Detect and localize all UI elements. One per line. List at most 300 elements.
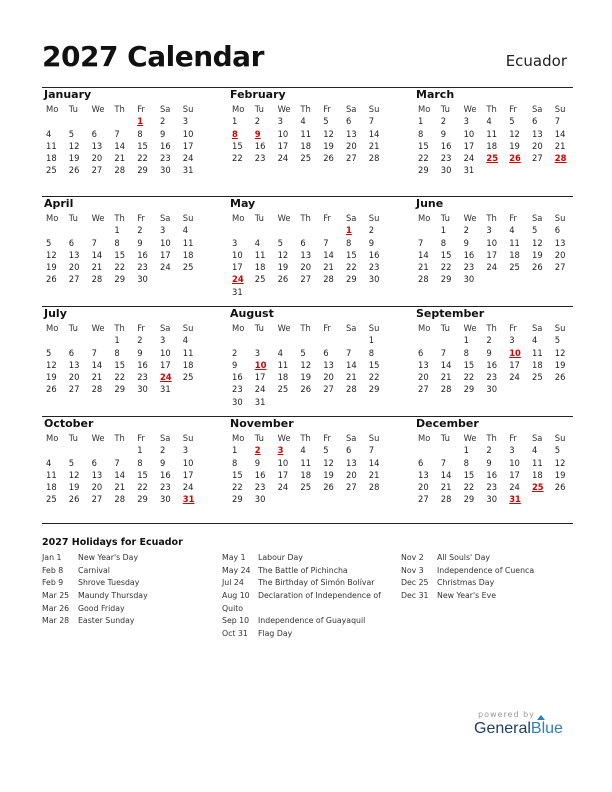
day-cell: 29 — [418, 165, 429, 176]
day-cell: 2 — [254, 116, 261, 127]
weekday-header: Tu — [68, 433, 78, 443]
day-cell: 25 — [300, 153, 312, 164]
day-cell: 20 — [300, 262, 312, 273]
weekday-header: We — [91, 104, 105, 114]
day-cell: 30 — [368, 274, 380, 285]
weekday-header: Fr — [137, 104, 145, 114]
month-name: October — [44, 417, 94, 430]
weekday-header: We — [277, 104, 291, 114]
day-cell: 31 — [159, 384, 171, 395]
holiday-name: Independence of Cuenca — [437, 565, 535, 575]
day-cell: 24 — [277, 153, 289, 164]
day-cell: 4 — [531, 335, 538, 346]
holiday-date: Feb 8 — [42, 565, 64, 575]
day-cell: 25 — [300, 482, 312, 493]
day-cell: 9 — [486, 457, 492, 468]
day-cell: 26 — [300, 384, 312, 395]
holiday-name: Christmas Day — [437, 578, 495, 588]
day-cell: 11 — [300, 128, 312, 139]
day-cell: 20 — [68, 262, 80, 273]
month-name: September — [416, 307, 485, 320]
month-grid — [228, 212, 388, 298]
holiday-item — [42, 552, 148, 565]
day-cell: 11 — [182, 347, 194, 358]
day-cell: 28 — [114, 165, 126, 176]
weekday-header: Fr — [509, 104, 517, 114]
day-cell: 12 — [323, 457, 334, 468]
country-name: Ecuador — [505, 52, 567, 70]
weekday-header: Th — [300, 104, 311, 114]
day-cell: 28 — [114, 494, 126, 505]
empty-day-cell — [228, 334, 251, 346]
month-february — [228, 88, 388, 164]
weekday-header: Sa — [159, 323, 171, 333]
day-cell: 24 — [277, 482, 289, 493]
day-cell: 1 — [463, 445, 469, 456]
holiday-name: Flag Day — [258, 629, 293, 639]
day-cell: 29 — [114, 274, 126, 285]
month-march — [414, 88, 574, 177]
day-cell: 3 — [159, 225, 166, 236]
weekday-header: Fr — [509, 213, 517, 223]
day-cell: 6 — [418, 457, 424, 468]
day-cell: 21 — [114, 153, 126, 164]
weekday-header: Tu — [68, 323, 78, 333]
day-cell: 29 — [232, 494, 243, 505]
day-cell: 13 — [418, 469, 429, 480]
holiday-name: Shrove Tuesday — [78, 578, 140, 588]
weekday-header: We — [463, 213, 477, 223]
day-cell: 27 — [323, 384, 334, 395]
day-cell: 1 — [418, 116, 424, 127]
day-cell: 19 — [323, 469, 334, 480]
day-cell: 17 — [509, 469, 520, 480]
month-name: August — [230, 307, 274, 320]
day-cell: 19 — [68, 482, 80, 493]
day-cell: 4 — [182, 225, 189, 236]
day-cell: 9 — [159, 457, 166, 468]
day-cell: 29 — [137, 494, 148, 505]
day-cell: 3 — [486, 225, 492, 236]
day-cell: 2 — [137, 225, 143, 236]
day-cell: 16 — [254, 469, 266, 480]
day-cell: 25 — [46, 165, 57, 176]
holiday-name: Labour Day — [258, 553, 303, 562]
day-cell: 4 — [486, 116, 492, 127]
day-cell: 20 — [531, 140, 543, 151]
holiday-item — [222, 628, 381, 641]
day-cell: 10 — [277, 128, 289, 139]
day-cell: 21 — [418, 262, 429, 273]
month-april — [42, 197, 202, 286]
day-cell: 16 — [159, 469, 171, 480]
holiday-item — [42, 603, 148, 616]
day-cell: 27 — [418, 384, 429, 395]
day-cell: 21 — [368, 469, 380, 480]
empty-day-cell — [65, 444, 88, 456]
weekday-header: Tu — [68, 213, 78, 223]
day-cell: 12 — [300, 359, 312, 370]
day-cell: 14 — [91, 249, 103, 260]
day-cell: 22 — [440, 262, 452, 273]
holiday-day-cell: 9 — [254, 128, 261, 139]
day-cell: 23 — [232, 384, 243, 395]
day-cell: 30 — [159, 494, 171, 505]
day-cell: 3 — [254, 347, 261, 358]
day-cell: 3 — [159, 335, 166, 346]
day-cell: 1 — [114, 225, 120, 236]
day-cell: 27 — [418, 494, 429, 505]
holiday-name: Independence of Guayaquil — [258, 616, 366, 626]
month-july — [42, 307, 202, 396]
month-grid — [228, 432, 388, 506]
day-cell: 25 — [182, 372, 194, 383]
day-cell: 5 — [300, 347, 306, 358]
weekday-header: Su — [368, 433, 380, 443]
day-cell: 10 — [159, 347, 171, 358]
day-cell: 10 — [463, 128, 475, 139]
holiday-item — [42, 577, 148, 590]
day-cell: 27 — [68, 384, 80, 395]
weekday-header: Mo — [418, 433, 431, 443]
day-cell: 16 — [368, 249, 380, 260]
day-cell: 22 — [137, 482, 148, 493]
day-cell: 22 — [232, 153, 243, 164]
weekday-header: Fr — [323, 433, 331, 443]
holiday-item — [42, 565, 148, 578]
day-cell: 20 — [345, 469, 357, 480]
holiday-day-cell: 25 — [486, 153, 499, 164]
day-cell: 13 — [68, 249, 80, 260]
weekday-header: We — [91, 323, 105, 333]
day-cell: 23 — [486, 372, 498, 383]
day-cell: 13 — [345, 457, 357, 468]
empty-day-cell — [65, 115, 88, 127]
day-cell: 27 — [300, 274, 312, 285]
day-cell: 9 — [463, 237, 469, 248]
month-grid — [414, 322, 574, 396]
day-cell: 8 — [137, 457, 143, 468]
day-cell: 5 — [277, 237, 283, 248]
holiday-name: Easter Sunday — [78, 616, 135, 626]
weekday-header: Th — [486, 213, 497, 223]
generalblue-logo[interactable] — [474, 720, 563, 738]
day-cell: 8 — [368, 347, 375, 358]
day-cell: 7 — [418, 237, 424, 248]
weekday-header: Su — [368, 104, 380, 114]
day-cell: 3 — [182, 445, 189, 456]
day-cell: 12 — [68, 140, 80, 151]
day-cell: 10 — [159, 237, 171, 248]
day-cell: 17 — [277, 469, 289, 480]
empty-day-cell — [65, 224, 88, 236]
weekday-header: Sa — [531, 433, 543, 443]
weekday-header: Mo — [232, 104, 245, 114]
day-cell: 18 — [300, 469, 312, 480]
day-cell: 4 — [46, 128, 52, 139]
day-cell: 4 — [182, 335, 189, 346]
holiday-name: The Battle of Pichincha — [258, 565, 348, 575]
day-cell: 1 — [368, 335, 375, 346]
day-cell: 29 — [345, 274, 357, 285]
empty-day-cell — [88, 224, 111, 236]
day-cell: 17 — [486, 249, 498, 260]
holiday-date: Jan 1 — [42, 553, 62, 562]
holiday-date: Mar 28 — [42, 616, 70, 626]
day-cell: 26 — [531, 262, 543, 273]
month-name: April — [44, 197, 74, 210]
day-cell: 25 — [531, 372, 543, 383]
day-cell: 16 — [463, 249, 475, 260]
empty-day-cell — [437, 334, 460, 346]
day-cell: 7 — [91, 347, 97, 358]
holiday-day-cell: 8 — [232, 128, 238, 139]
holiday-item — [222, 615, 381, 628]
day-cell: 20 — [91, 153, 103, 164]
day-cell: 7 — [368, 445, 375, 456]
day-cell: 6 — [345, 116, 352, 127]
day-cell: 23 — [137, 372, 148, 383]
day-cell: 13 — [91, 469, 103, 480]
weekday-header: Sa — [531, 104, 543, 114]
month-name: November — [230, 417, 294, 430]
weekday-header: Mo — [232, 323, 245, 333]
day-cell: 17 — [182, 140, 194, 151]
day-cell: 10 — [182, 128, 194, 139]
day-cell: 15 — [345, 249, 357, 260]
logo-caret-icon — [537, 715, 545, 720]
day-cell: 24 — [509, 372, 520, 383]
empty-day-cell — [414, 224, 437, 236]
day-cell: 27 — [91, 494, 103, 505]
day-cell: 23 — [486, 482, 498, 493]
day-cell: 11 — [254, 249, 266, 260]
day-cell: 11 — [509, 237, 520, 248]
day-cell: 8 — [418, 128, 424, 139]
day-cell: 12 — [554, 347, 566, 358]
day-cell: 26 — [554, 482, 566, 493]
day-cell: 17 — [277, 140, 289, 151]
holiday-item — [222, 552, 381, 565]
day-cell: 13 — [418, 359, 429, 370]
day-cell: 16 — [232, 372, 243, 383]
weekday-header: We — [277, 213, 291, 223]
holiday-name: Carnival — [78, 565, 110, 575]
brand-blue: Blue — [530, 720, 563, 737]
day-cell: 6 — [531, 116, 538, 127]
month-grid — [228, 103, 388, 164]
weekday-header: Su — [182, 213, 194, 223]
day-cell: 12 — [509, 128, 520, 139]
holiday-item — [401, 565, 534, 578]
day-cell: 22 — [463, 372, 475, 383]
weekday-header: Fr — [323, 323, 331, 333]
day-cell: 3 — [509, 445, 515, 456]
holiday-item — [401, 590, 534, 603]
weekday-header: Su — [554, 433, 566, 443]
day-cell: 30 — [137, 274, 148, 285]
weekday-header: Sa — [345, 104, 357, 114]
month-name: February — [230, 88, 286, 101]
weekday-header: Mo — [46, 433, 59, 443]
weekday-header: Sa — [531, 323, 543, 333]
weekday-header: Sa — [531, 213, 543, 223]
day-cell: 15 — [463, 469, 475, 480]
day-cell: 15 — [368, 359, 380, 370]
day-cell: 5 — [554, 445, 561, 456]
month-october — [42, 417, 202, 506]
day-cell: 30 — [463, 274, 475, 285]
day-cell: 31 — [463, 165, 475, 176]
holiday-name: The Birthday of Simón Bolívar — [258, 578, 375, 588]
weekday-header: Fr — [323, 213, 331, 223]
day-cell: 12 — [46, 359, 57, 370]
holiday-name: Maundy Thursday — [78, 591, 148, 601]
day-cell: 19 — [46, 262, 57, 273]
day-cell: 25 — [182, 262, 194, 273]
empty-day-cell — [274, 334, 297, 346]
weekday-header: Th — [114, 213, 125, 223]
day-cell: 28 — [440, 384, 452, 395]
weekday-header: Tu — [440, 433, 450, 443]
empty-day-cell — [88, 115, 111, 127]
weekday-header: Su — [554, 323, 566, 333]
month-grid — [414, 432, 574, 506]
holiday-day-cell: 10 — [254, 359, 267, 370]
day-cell: 20 — [418, 372, 429, 383]
day-cell: 9 — [159, 128, 166, 139]
empty-day-cell — [414, 334, 437, 346]
empty-day-cell — [342, 334, 365, 346]
weekday-header: Th — [486, 433, 497, 443]
holiday-day-cell: 10 — [509, 347, 521, 358]
day-cell: 4 — [300, 445, 306, 456]
day-cell: 17 — [463, 140, 475, 151]
day-cell: 24 — [486, 262, 498, 273]
day-cell: 5 — [46, 347, 52, 358]
empty-day-cell — [110, 444, 133, 456]
day-cell: 18 — [46, 482, 57, 493]
day-cell: 13 — [345, 128, 357, 139]
day-cell: 4 — [531, 445, 538, 456]
holiday-item — [401, 552, 534, 565]
day-cell: 10 — [486, 237, 498, 248]
day-cell: 6 — [323, 347, 329, 358]
day-cell: 28 — [345, 384, 357, 395]
day-cell: 22 — [114, 372, 126, 383]
holiday-date: Nov 3 — [401, 565, 424, 575]
day-cell: 20 — [68, 372, 80, 383]
day-cell: 24 — [159, 262, 171, 273]
day-cell: 14 — [114, 469, 126, 480]
day-cell: 8 — [137, 128, 143, 139]
holiday-date: Aug 10 — [222, 591, 250, 601]
day-cell: 19 — [531, 249, 543, 260]
day-cell: 21 — [323, 262, 334, 273]
month-grid — [42, 103, 202, 177]
holiday-date: Feb 9 — [42, 578, 64, 588]
day-cell: 18 — [46, 153, 57, 164]
day-cell: 10 — [277, 457, 289, 468]
weekday-header: Sa — [345, 323, 357, 333]
day-cell: 27 — [345, 482, 357, 493]
day-cell: 14 — [114, 140, 126, 151]
day-cell: 13 — [554, 237, 566, 248]
holiday-item — [222, 565, 381, 578]
month-name: March — [416, 88, 455, 101]
weekday-header: Tu — [440, 213, 450, 223]
weekday-header: Sa — [159, 433, 171, 443]
empty-day-cell — [296, 224, 319, 236]
day-cell: 5 — [554, 335, 561, 346]
month-name: January — [44, 88, 92, 101]
page-title: 2027 Calendar — [42, 40, 264, 73]
day-cell: 30 — [159, 165, 171, 176]
day-cell: 22 — [463, 482, 475, 493]
day-cell: 29 — [440, 274, 452, 285]
day-cell: 12 — [46, 249, 57, 260]
day-cell: 4 — [277, 347, 283, 358]
day-cell: 7 — [440, 457, 447, 468]
day-cell: 22 — [418, 153, 429, 164]
weekday-header: Th — [114, 323, 125, 333]
day-cell: 9 — [137, 347, 143, 358]
day-cell: 18 — [277, 372, 289, 383]
day-cell: 14 — [368, 128, 380, 139]
empty-day-cell — [42, 444, 65, 456]
weekday-header: Fr — [509, 323, 517, 333]
day-cell: 6 — [345, 445, 352, 456]
day-cell: 5 — [323, 116, 329, 127]
day-cell: 21 — [554, 140, 566, 151]
weekday-header: Tu — [254, 104, 264, 114]
day-cell: 8 — [463, 347, 469, 358]
day-cell: 27 — [91, 165, 103, 176]
day-cell: 22 — [368, 372, 380, 383]
month-december — [414, 417, 574, 506]
day-cell: 20 — [323, 372, 334, 383]
day-cell: 30 — [232, 396, 243, 407]
holiday-date: Dec 31 — [401, 591, 429, 601]
day-cell: 10 — [232, 249, 243, 260]
day-cell: 1 — [440, 225, 447, 236]
day-cell: 17 — [509, 359, 520, 370]
day-cell: 12 — [323, 128, 334, 139]
holiday-item — [222, 590, 381, 603]
day-cell: 15 — [418, 140, 429, 151]
weekday-header: Mo — [46, 213, 59, 223]
holiday-name: All Souls' Day — [437, 553, 491, 562]
weekday-header: Tu — [440, 323, 450, 333]
holiday-name-continued: Quito — [222, 603, 244, 613]
day-cell: 6 — [68, 237, 75, 248]
day-cell: 24 — [182, 482, 194, 493]
weekday-header: Th — [486, 104, 497, 114]
day-cell: 9 — [486, 347, 492, 358]
weekday-header: Su — [182, 323, 194, 333]
weekday-header: Fr — [509, 433, 517, 443]
weekday-header: We — [91, 433, 105, 443]
day-cell: 12 — [554, 457, 566, 468]
day-cell: 6 — [300, 237, 306, 248]
day-cell: 24 — [182, 153, 194, 164]
empty-day-cell — [42, 115, 65, 127]
day-cell: 18 — [254, 262, 266, 273]
empty-day-cell — [88, 444, 111, 456]
day-cell: 21 — [440, 482, 452, 493]
day-cell: 3 — [463, 116, 469, 127]
day-cell: 11 — [531, 347, 543, 358]
